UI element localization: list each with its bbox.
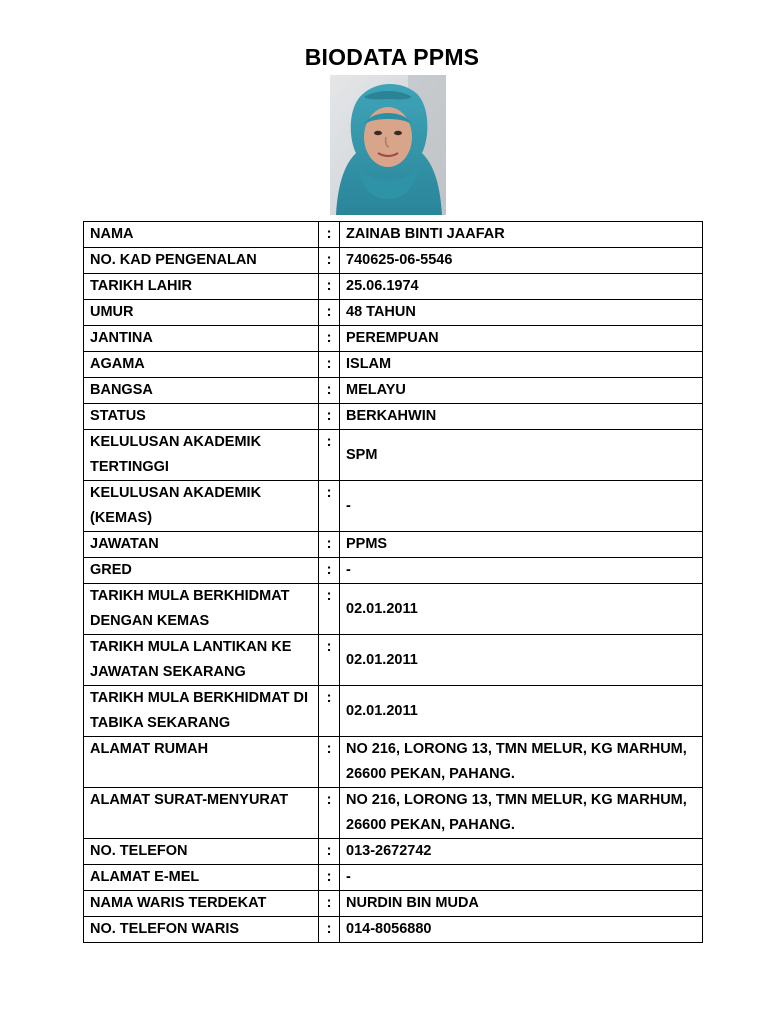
field-value: 25.06.1974 (340, 274, 703, 300)
colon-separator: : (319, 558, 340, 584)
table-row (84, 839, 703, 865)
table-row (84, 274, 703, 300)
colon-separator: : (319, 917, 340, 943)
table-row (84, 378, 703, 404)
table-row (84, 737, 703, 788)
colon-separator: : (319, 788, 340, 839)
field-label: NAMA WARIS TERDEKAT (84, 891, 319, 917)
table-row (84, 558, 703, 584)
table-row (84, 481, 703, 532)
colon-separator: : (319, 222, 340, 248)
field-label: ALAMAT RUMAH (84, 737, 319, 788)
table-row (84, 891, 703, 917)
table-row (84, 584, 703, 635)
field-value: MELAYU (340, 378, 703, 404)
field-label: TARIKH MULA LANTIKAN KE JAWATAN SEKARANG (84, 635, 319, 686)
field-value: PEREMPUAN (340, 326, 703, 352)
field-value: 48 TAHUN (340, 300, 703, 326)
biodata-table (83, 221, 703, 943)
field-label: BANGSA (84, 378, 319, 404)
field-label: NO. KAD PENGENALAN (84, 248, 319, 274)
profile-photo (330, 75, 446, 215)
field-label: TARIKH LAHIR (84, 274, 319, 300)
table-row (84, 300, 703, 326)
field-label: STATUS (84, 404, 319, 430)
field-value: NURDIN BIN MUDA (340, 891, 703, 917)
colon-separator: : (319, 326, 340, 352)
colon-separator: : (319, 378, 340, 404)
field-value: - (340, 481, 703, 532)
table-row (84, 532, 703, 558)
table-row (84, 404, 703, 430)
table-row (84, 788, 703, 839)
field-value: - (340, 865, 703, 891)
table-row (84, 917, 703, 943)
field-label: JAWATAN (84, 532, 319, 558)
field-label: KELULUSAN AKADEMIK TERTINGGI (84, 430, 319, 481)
colon-separator: : (319, 430, 340, 481)
field-label: KELULUSAN AKADEMIK (KEMAS) (84, 481, 319, 532)
table-row (84, 635, 703, 686)
field-value: NO 216, LORONG 13, TMN MELUR, KG MARHUM, 26600 PEKAN, PAHANG. (340, 788, 703, 839)
colon-separator: : (319, 404, 340, 430)
field-value: 014-8056880 (340, 917, 703, 943)
colon-separator: : (319, 686, 340, 737)
field-value: 740625-06-5546 (340, 248, 703, 274)
colon-separator: : (319, 532, 340, 558)
field-label: GRED (84, 558, 319, 584)
colon-separator: : (319, 737, 340, 788)
field-value: ISLAM (340, 352, 703, 378)
field-label: TARIKH MULA BERKHIDMAT DI TABIKA SEKARANG (84, 686, 319, 737)
field-label: UMUR (84, 300, 319, 326)
table-row (84, 352, 703, 378)
field-label: AGAMA (84, 352, 319, 378)
colon-separator: : (319, 839, 340, 865)
table-row (84, 865, 703, 891)
colon-separator: : (319, 274, 340, 300)
field-label: ALAMAT SURAT-MENYURAT (84, 788, 319, 839)
colon-separator: : (319, 865, 340, 891)
field-value: 02.01.2011 (340, 584, 703, 635)
field-value: BERKAHWIN (340, 404, 703, 430)
field-label: ALAMAT E-MEL (84, 865, 319, 891)
colon-separator: : (319, 352, 340, 378)
field-value: - (340, 558, 703, 584)
table-row (84, 326, 703, 352)
field-value: 02.01.2011 (340, 635, 703, 686)
colon-separator: : (319, 891, 340, 917)
page-title: BIODATA PPMS (304, 44, 480, 70)
table-row (84, 248, 703, 274)
field-value: ZAINAB BINTI JAAFAR (340, 222, 703, 248)
colon-separator: : (319, 481, 340, 532)
field-value: 013-2672742 (340, 839, 703, 865)
field-value: 02.01.2011 (340, 686, 703, 737)
colon-separator: : (319, 248, 340, 274)
colon-separator: : (319, 635, 340, 686)
field-value: NO 216, LORONG 13, TMN MELUR, KG MARHUM, 26600 PEKAN, PAHANG. (340, 737, 703, 788)
field-label: JANTINA (84, 326, 319, 352)
field-value: SPM (340, 430, 703, 481)
table-row (84, 686, 703, 737)
field-label: NAMA (84, 222, 319, 248)
field-label: NO. TELEFON (84, 839, 319, 865)
colon-separator: : (319, 584, 340, 635)
field-value: PPMS (340, 532, 703, 558)
field-label: NO. TELEFON WARIS (84, 917, 319, 943)
field-label: TARIKH MULA BERKHIDMAT DENGAN KEMAS (84, 584, 319, 635)
table-row (84, 222, 703, 248)
table-row (84, 430, 703, 481)
colon-separator: : (319, 300, 340, 326)
